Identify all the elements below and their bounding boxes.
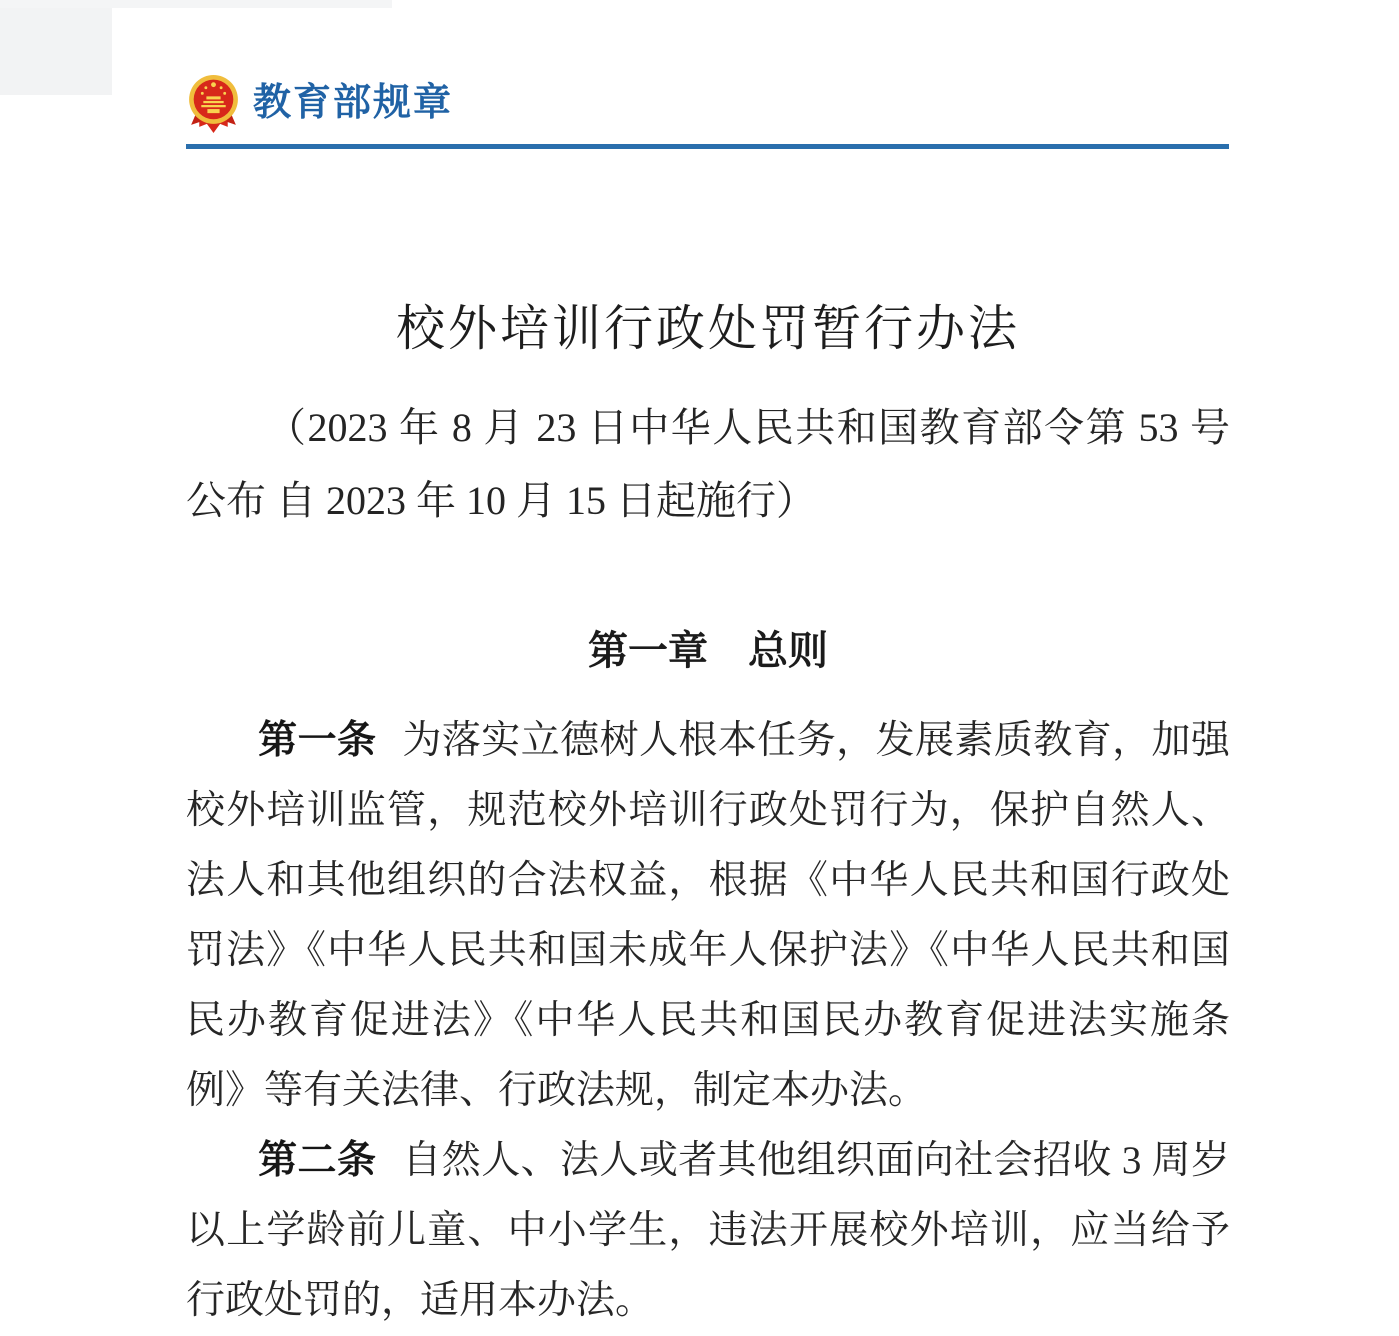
article-number-label: 第一条 xyxy=(258,719,377,763)
article-paragraph xyxy=(186,706,1230,1126)
article-number-label: 第二条 xyxy=(258,1139,377,1183)
article-text: 自然人、法人或者其他组织面向社会招收 3 周岁以上学龄前儿童、中小学生，违法开展校外培训，应当给予行政处罚的，适用本办法。 xyxy=(186,1139,1230,1323)
header-source-label: 教育部规章 xyxy=(253,81,454,124)
chapter-heading: 第一章 总则 xyxy=(588,628,828,673)
promulgation-note: （2023 年 8 月 23 日中华人民共和国教育部令第 53 号公布 自 2023 年 10 月 15 日起施行） xyxy=(186,404,1230,523)
document-page xyxy=(186,0,1230,1336)
header-divider-line xyxy=(186,144,1229,149)
page-scan-edge-left xyxy=(0,0,112,95)
article-text: 为落实立德树人根本任务，发展素质教育，加强校外培训监管，规范校外培训行政处罚行为，保护自然人、法人和其他组织的合法权益，根据《中华人民共和国行政处罚法》《中华人民共和国未成年人保护法》《中华人民共和国民办教育促进法》《中华人民共和国民办教育促进法实施条例》等有关法律、行政法规，制定本办法。 xyxy=(186,719,1230,1113)
document-header xyxy=(186,0,1230,135)
document-title: 校外培训行政处罚暂行办法 xyxy=(395,301,1020,356)
article-paragraph xyxy=(186,1126,1230,1336)
national-emblem-icon xyxy=(186,74,241,135)
